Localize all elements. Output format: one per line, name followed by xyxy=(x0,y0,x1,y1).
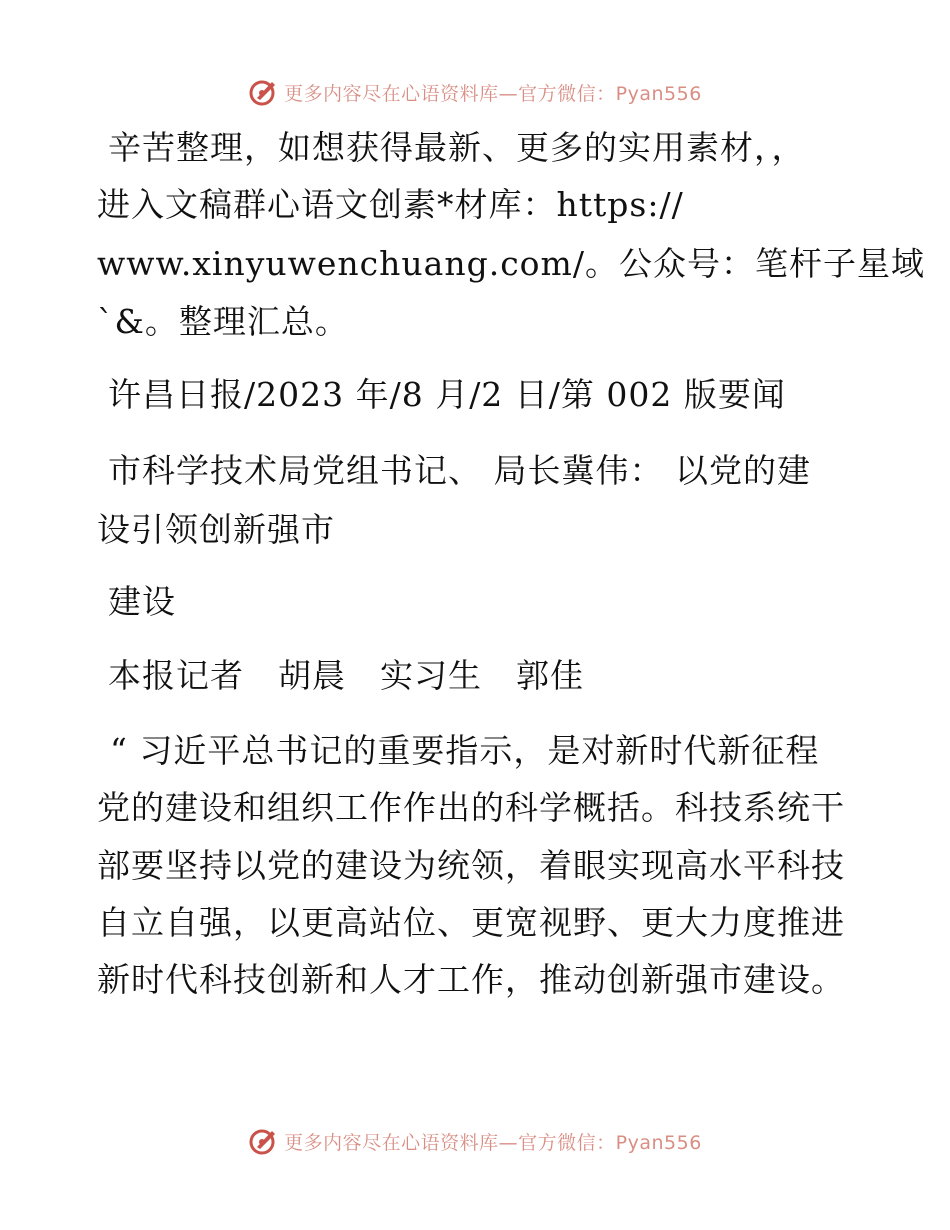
header-watermark xyxy=(0,72,950,112)
brush-logo-icon xyxy=(248,1126,278,1156)
intro-line-4: `&。整理汇总。 xyxy=(97,302,349,341)
source-line: 许昌日报/2023 年/8 月/2 日/第 002 版要闻 xyxy=(108,375,786,414)
footer-watermark xyxy=(0,1121,950,1161)
intro-line-3: www.xinyuwenchuang.com/。公众号：笔杆子星域 xyxy=(97,244,925,283)
brush-logo-icon xyxy=(248,77,278,107)
intro-line-2: 进入文稿群心语文创素*材库：https:// xyxy=(97,185,684,224)
headline-line-1: 市科学技术局党组书记、 局长冀伟： 以党的建 xyxy=(108,451,811,490)
body-line-2: 党的建设和组织工作作出的科学概括。科技系统干 xyxy=(97,788,845,827)
headline-line-2: 设引领创新强市 xyxy=(97,510,335,549)
byline: 本报记者 胡晨 实习生 郭佳 xyxy=(108,656,584,695)
body-line-1: “ 习近平总书记的重要指示，是对新时代新征程 xyxy=(110,731,820,770)
headline-continuation: 建设 xyxy=(108,582,176,621)
body-line-5: 新时代科技创新和人才工作，推动创新强市建设。 xyxy=(97,960,845,999)
watermark-text: 更多内容尽在心语资料库—官方微信：Pyan556 xyxy=(284,82,702,105)
intro-line-1: 辛苦整理，如想获得最新、更多的实用素材，， xyxy=(108,128,806,167)
body-line-3: 部要坚持以党的建设为统领，着眼实现高水平科技 xyxy=(97,846,845,885)
watermark-text: 更多内容尽在心语资料库—官方微信：Pyan556 xyxy=(284,1131,702,1154)
body-line-4: 自立自强，以更高站位、更宽视野、更大力度推进 xyxy=(97,903,845,942)
